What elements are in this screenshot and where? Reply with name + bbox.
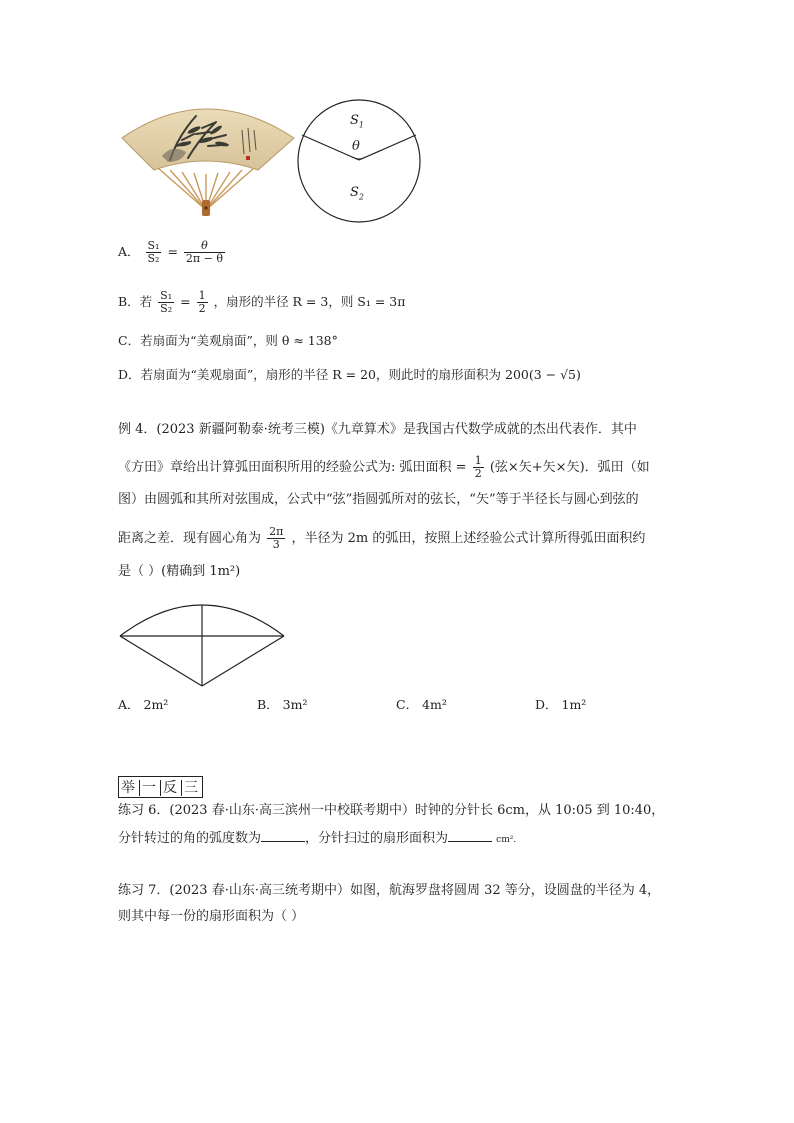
example4-line1: 例 4．(2023 新疆阿勒泰·统考三模)《九章算术》是我国古代数学成就的杰出代表作．其中	[118, 422, 637, 437]
section-char: 三	[184, 780, 200, 796]
fraction: $\frac{\text{S₁}}{\text{S₂}}$	[147, 239, 160, 265]
fraction: $\frac{\text{S₁}}{\text{S₂}}$	[160, 289, 173, 315]
label-theta: θ	[352, 139, 360, 154]
option-c: C．若扇面为“美观扇面”，则 θ ≈ 138°	[118, 333, 338, 348]
radius-left	[302, 135, 359, 160]
answer-blank	[448, 829, 492, 842]
practice6-line2: 分针转过的角的弧度数为 ，分针扫过的扇形面积为 cm².	[118, 831, 517, 846]
section-tag	[118, 776, 203, 798]
fraction: $\frac{1}{2}$	[198, 289, 206, 315]
example4-line4: 距离之差．现有圆心角为 $\frac{2\pi}{3}$ ，半径为 2m 的弧田，按照上述经验公式计算所得弧田面积约	[118, 525, 646, 551]
section-char: 举	[121, 780, 140, 796]
section-char: 一	[142, 780, 161, 796]
radius-right	[359, 135, 416, 160]
fan-figure	[118, 100, 298, 218]
label-s1: $S_1$	[350, 113, 364, 130]
practice6-line1: 练习 6．(2023 春·山东·高三滨州一中校联考期中）时钟的分针长 6cm，从 10:05 到 10:40，	[118, 803, 665, 818]
fraction: $\frac{\theta}{2\pi - \theta}$	[185, 239, 223, 265]
option-b: B．若 $\frac{\text{S₁}}{\text{S₂}}$ = $\frac{1}{2}$ ，扇形的半径 R = 3，则 S₁ = 3π	[118, 289, 406, 315]
option-d: D．若扇面为“美观扇面”，扇形的半径 R = 20，则此时的扇形面积为 200(3 − √5)	[118, 367, 581, 382]
radius-right	[202, 636, 284, 686]
answer-blank	[261, 829, 305, 842]
fraction: $\frac{2\pi}{3}$	[269, 525, 284, 551]
circle-diagram	[296, 98, 422, 224]
fan-painting-image	[118, 100, 298, 218]
practice7-line2: 则其中每一份的扇形面积为（ ）	[118, 909, 305, 924]
example4-line5: 是（ ）(精确到 1m²)	[118, 564, 241, 579]
example4-option-b: B． 3m²	[257, 697, 308, 712]
example4-option-d: D． 1m²	[535, 697, 587, 712]
example4-option-a: A． 2m²	[118, 697, 169, 712]
option-a: A． $\frac{\text{S₁}}{\text{S₂}}$ = $\frac{\theta}{2\pi - \theta}$	[118, 239, 223, 265]
example4-line2: 《方田》章给出计算弧田面积所用的经验公式为: 弧田面积 = $\frac{1}{2}$ (弦×矢+矢×矢)．弧田（如	[118, 454, 650, 480]
radius-left	[120, 636, 202, 686]
label-s2: $S_2$	[350, 185, 364, 202]
example4-option-c: C． 4m²	[396, 697, 447, 712]
example4-line3: 图）由圆弧和其所对弦围成，公式中“弦”指圆弧所对的弦长，“矢”等于半径长与圆心到弦的	[118, 492, 639, 507]
arc-field-figure	[116, 594, 288, 690]
section-char: 反	[163, 780, 182, 796]
fraction: $\frac{1}{2}$	[474, 454, 482, 480]
practice7-line1: 练习 7．(2023 春·山东·高三统考期中）如图，航海罗盘将圆周 32 等分，设圆盘的半径为 4，	[118, 883, 661, 898]
